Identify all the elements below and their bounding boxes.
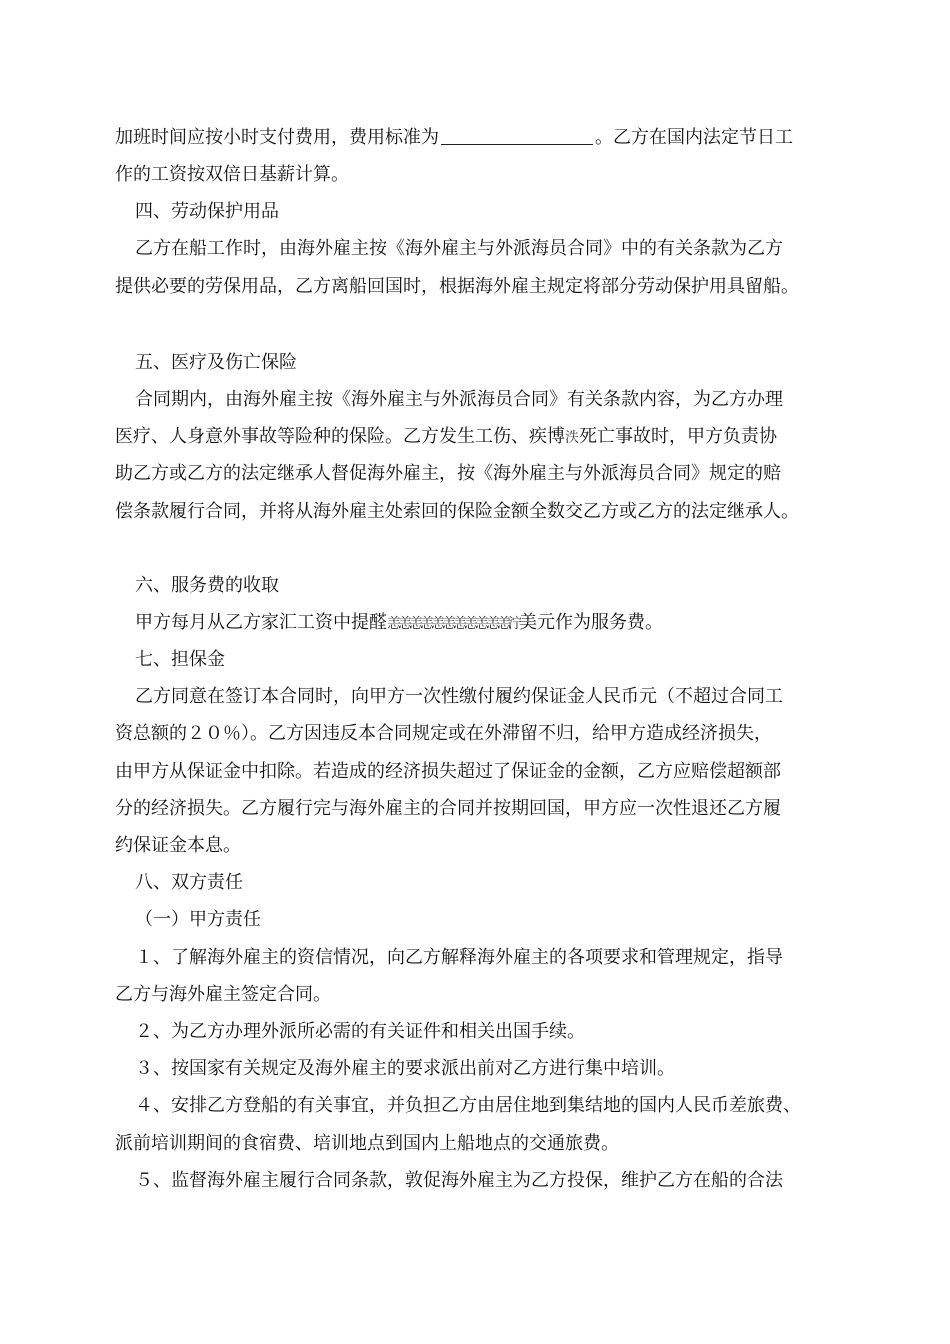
paragraph-line: 分的经济损失。乙方履行完与海外雇主的合同并按期回国，甲方应一次性退还乙方履 (115, 798, 781, 819)
section-heading: 八、双方责任 (135, 872, 243, 893)
section-heading: 四、劳动保护用品 (135, 201, 279, 222)
text-span: 加班时间应按小时支付费用，费用标准为 (115, 127, 439, 148)
paragraph-line: 约保证金本息。 (115, 835, 241, 856)
paragraph-line: 资总额的２０％）。乙方因违反本合同规定或在外滞留不归，给甲方造成经济损失， (115, 723, 772, 744)
section-heading: 六、服务费的收取 (135, 575, 279, 596)
garbled-glyph: 泆 (565, 430, 579, 446)
paragraph-line (135, 608, 865, 638)
text-span: 。乙方在国内法定节日工 (595, 127, 793, 148)
text-span: 甲方每月从乙方家汇工资中提醛 (135, 612, 387, 633)
paragraph-line: 派前培训期间的食宿费、培训地点到国内上船地点的交通旅费。 (115, 1133, 619, 1154)
garbled-glyphs: 恙恙恙恙恙恙恙恙恙恙恙泞 (387, 616, 519, 632)
list-item: １、了解海外雇主的资信情况，向乙方解释海外雇主的各项要求和管理规定，指导 (135, 947, 783, 968)
list-item: ５、监督海外雇主履行合同条款，敦促海外雇主为乙方投保，维护乙方在船的合法 (135, 1170, 783, 1191)
paragraph-line: 乙方与海外雇主签定合同。 (115, 984, 331, 1005)
paragraph-line: 偿条款履行合同，并将从海外雇主处索回的保险金额全数交乙方或乙方的法定继承人。 (115, 501, 799, 522)
paragraph-line: 由甲方从保证金中扣除。若造成的经济损失超过了保证金的金额，乙方应赔偿超额部 (115, 761, 781, 782)
subsection-heading: （一）甲方责任 (135, 909, 261, 930)
paragraph-line: 乙方同意在签订本合同时，向甲方一次性缴付履约保证金人民币元（不超过合同工 (135, 686, 783, 707)
fill-in-blank (441, 126, 593, 145)
text-span: 死亡事故时，甲方负责协 (579, 426, 777, 447)
paragraph-line: 合同期内，由海外雇主按《海外雇主与外派海员合同》有关条款内容，为乙方办理 (135, 389, 783, 410)
text-span: 医疗、人身意外事故等险种的保险。乙方发生工伤、疾博 (115, 426, 565, 447)
section-heading: 七、担保金 (135, 649, 225, 670)
paragraph-line: 提供必要的劳保用品，乙方离船回国时，根据海外雇主规定将部分劳动保护用具留船。 (115, 276, 799, 297)
list-item: ２、为乙方办理外派所必需的有关证件和相关出国手续。 (135, 1021, 585, 1042)
text-span: 美元作为服务费。 (519, 612, 663, 633)
paragraph-line: 作的工资按双倍日基薪计算。 (115, 164, 349, 185)
paragraph-line: 助乙方或乙方的法定继承人督促海外雇主，按《海外雇主与外派海员合同》规定的赔 (115, 463, 781, 484)
section-heading: 五、医疗及伤亡保险 (135, 352, 297, 373)
paragraph-line (115, 123, 845, 153)
list-item: ３、按国家有关规定及海外雇主的要求派出前对乙方进行集中培训。 (135, 1058, 675, 1079)
list-item: ４、安排乙方登船的有关事宜，并负担乙方由居住地到集结地的国内人民币差旅费、 (135, 1095, 801, 1116)
paragraph-line (115, 422, 845, 452)
paragraph-line: 乙方在船工作时，由海外雇主按《海外雇主与外派海员合同》中的有关条款为乙方 (135, 238, 783, 259)
